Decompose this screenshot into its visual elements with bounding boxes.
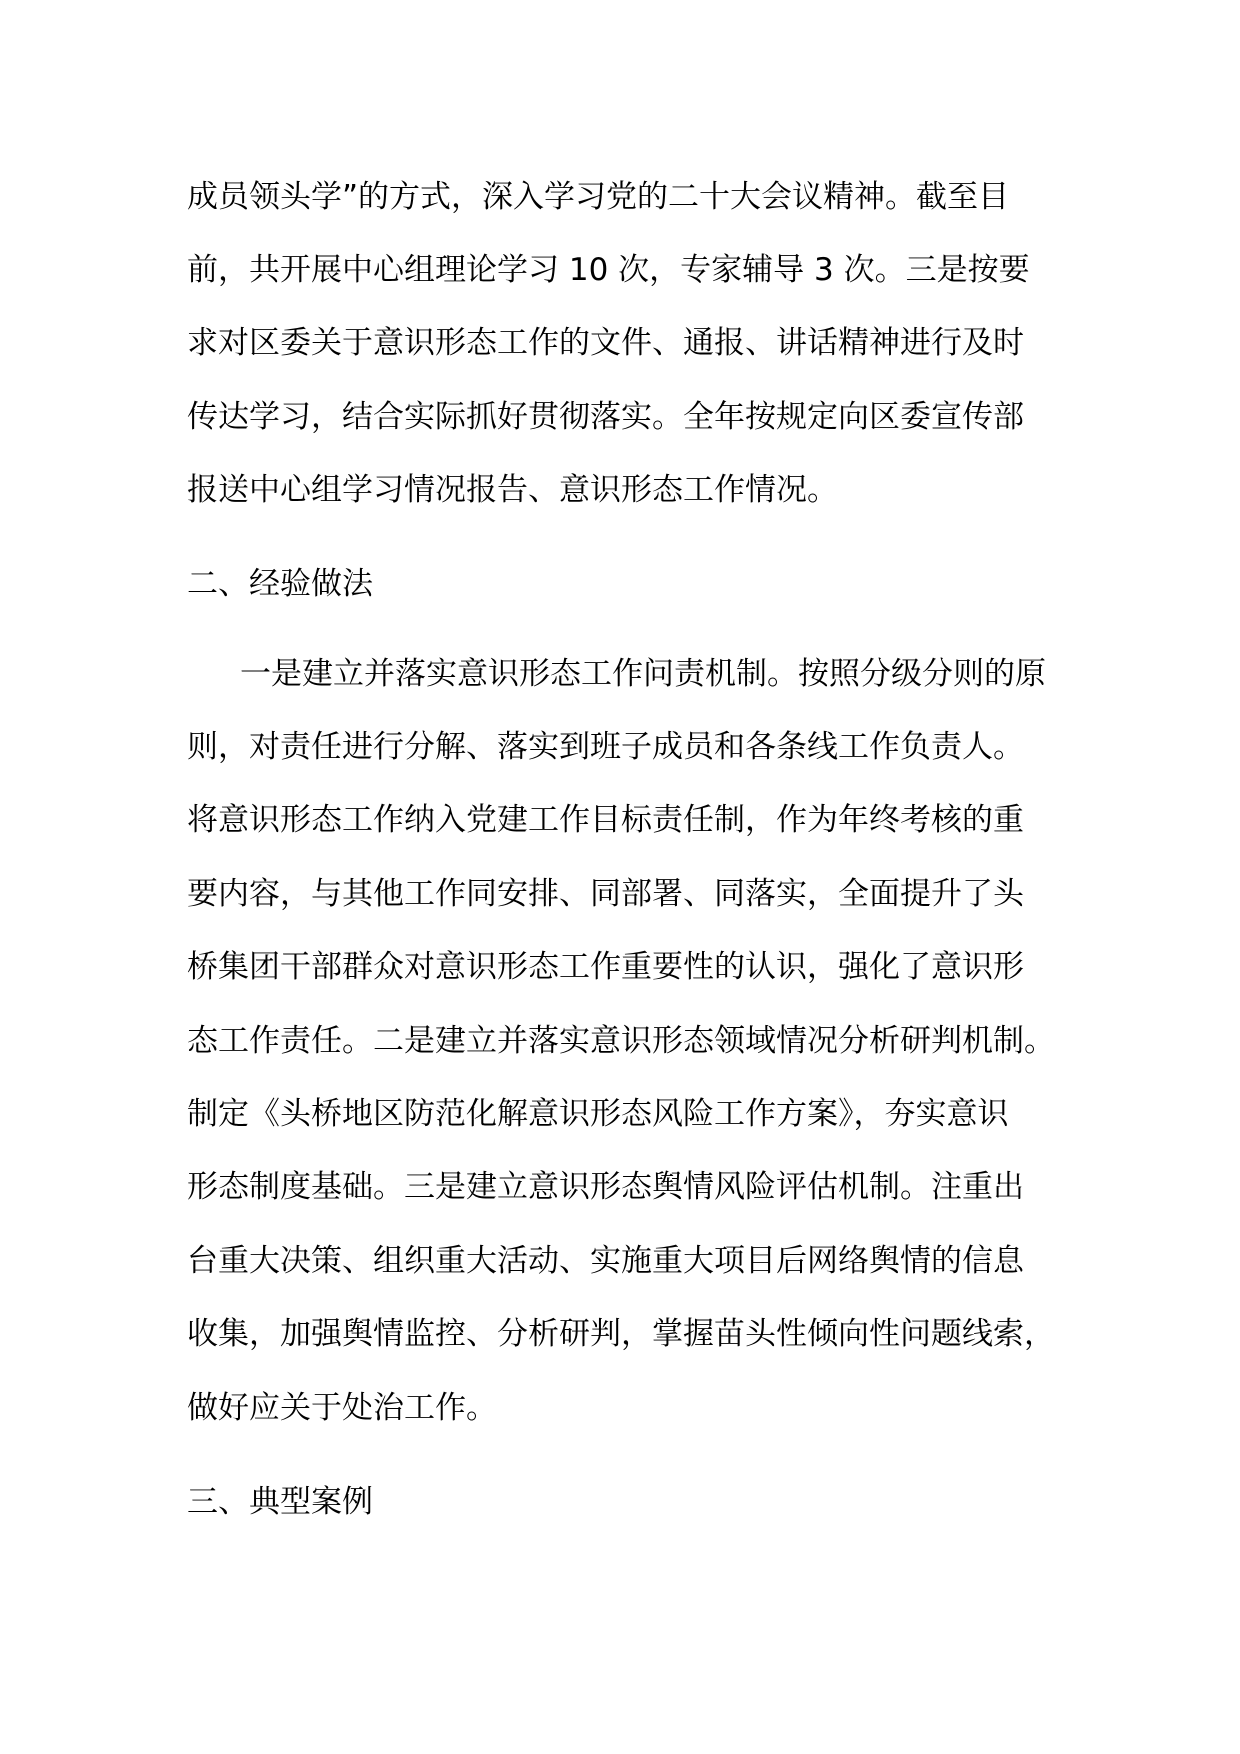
paragraph-1-line-3: 求对区委关于意识形态工作的文件、通报、讲话精神进行及时	[187, 325, 1024, 361]
paragraph-2-line-7: 制定《头桥地区防范化解意识形态风险工作方案》，夯实意识	[187, 1096, 1009, 1132]
paragraph-2-line-10: 收集，加强舆情监控、分析研判，掌握苗头性倾向性问题线索，	[187, 1316, 1055, 1352]
paragraph-2-line-6: 态工作责任。二是建立并落实意识形态领域情况分析研判机制。	[187, 1023, 1055, 1059]
paragraph-1-line-1: 成员领头学”的方式，深入学习党的二十大会议精神。截至目	[187, 179, 1010, 215]
paragraph-2-line-1: 一是建立并落实意识形态工作问责机制。按照分级分则的原	[240, 656, 1046, 692]
paragraph-2-line-8: 形态制度基础。三是建立意识形态舆情风险评估机制。注重出	[187, 1169, 1024, 1205]
paragraph-2-line-5: 桥集团干部群众对意识形态工作重要性的认识，强化了意识形	[187, 949, 1024, 985]
paragraph-2-line-4: 要内容，与其他工作同安排、同部署、同落实，全面提升了头	[187, 876, 1024, 912]
paragraph-2-line-11: 做好应关于处治工作。	[187, 1390, 497, 1426]
section-heading-3: 三、典型案例	[187, 1484, 373, 1520]
paragraph-1-line-2: 前，共开展中心组理论学习 10 次，专家辅导 3 次。三是按要	[187, 252, 1030, 288]
paragraph-1-line-4: 传达学习，结合实际抓好贯彻落实。全年按规定向区委宣传部	[187, 399, 1024, 435]
paragraph-2-line-3: 将意识形态工作纳入党建工作目标责任制，作为年终考核的重	[187, 802, 1024, 838]
paragraph-1-line-5: 报送中心组学习情况报告、意识形态工作情况。	[187, 472, 838, 508]
paragraph-2-line-9: 台重大决策、组织重大活动、实施重大项目后网络舆情的信息	[187, 1243, 1024, 1279]
section-heading-2: 二、经验做法	[187, 566, 373, 602]
paragraph-2-line-2: 则，对责任进行分解、落实到班子成员和各条线工作负责人。	[187, 729, 1024, 765]
